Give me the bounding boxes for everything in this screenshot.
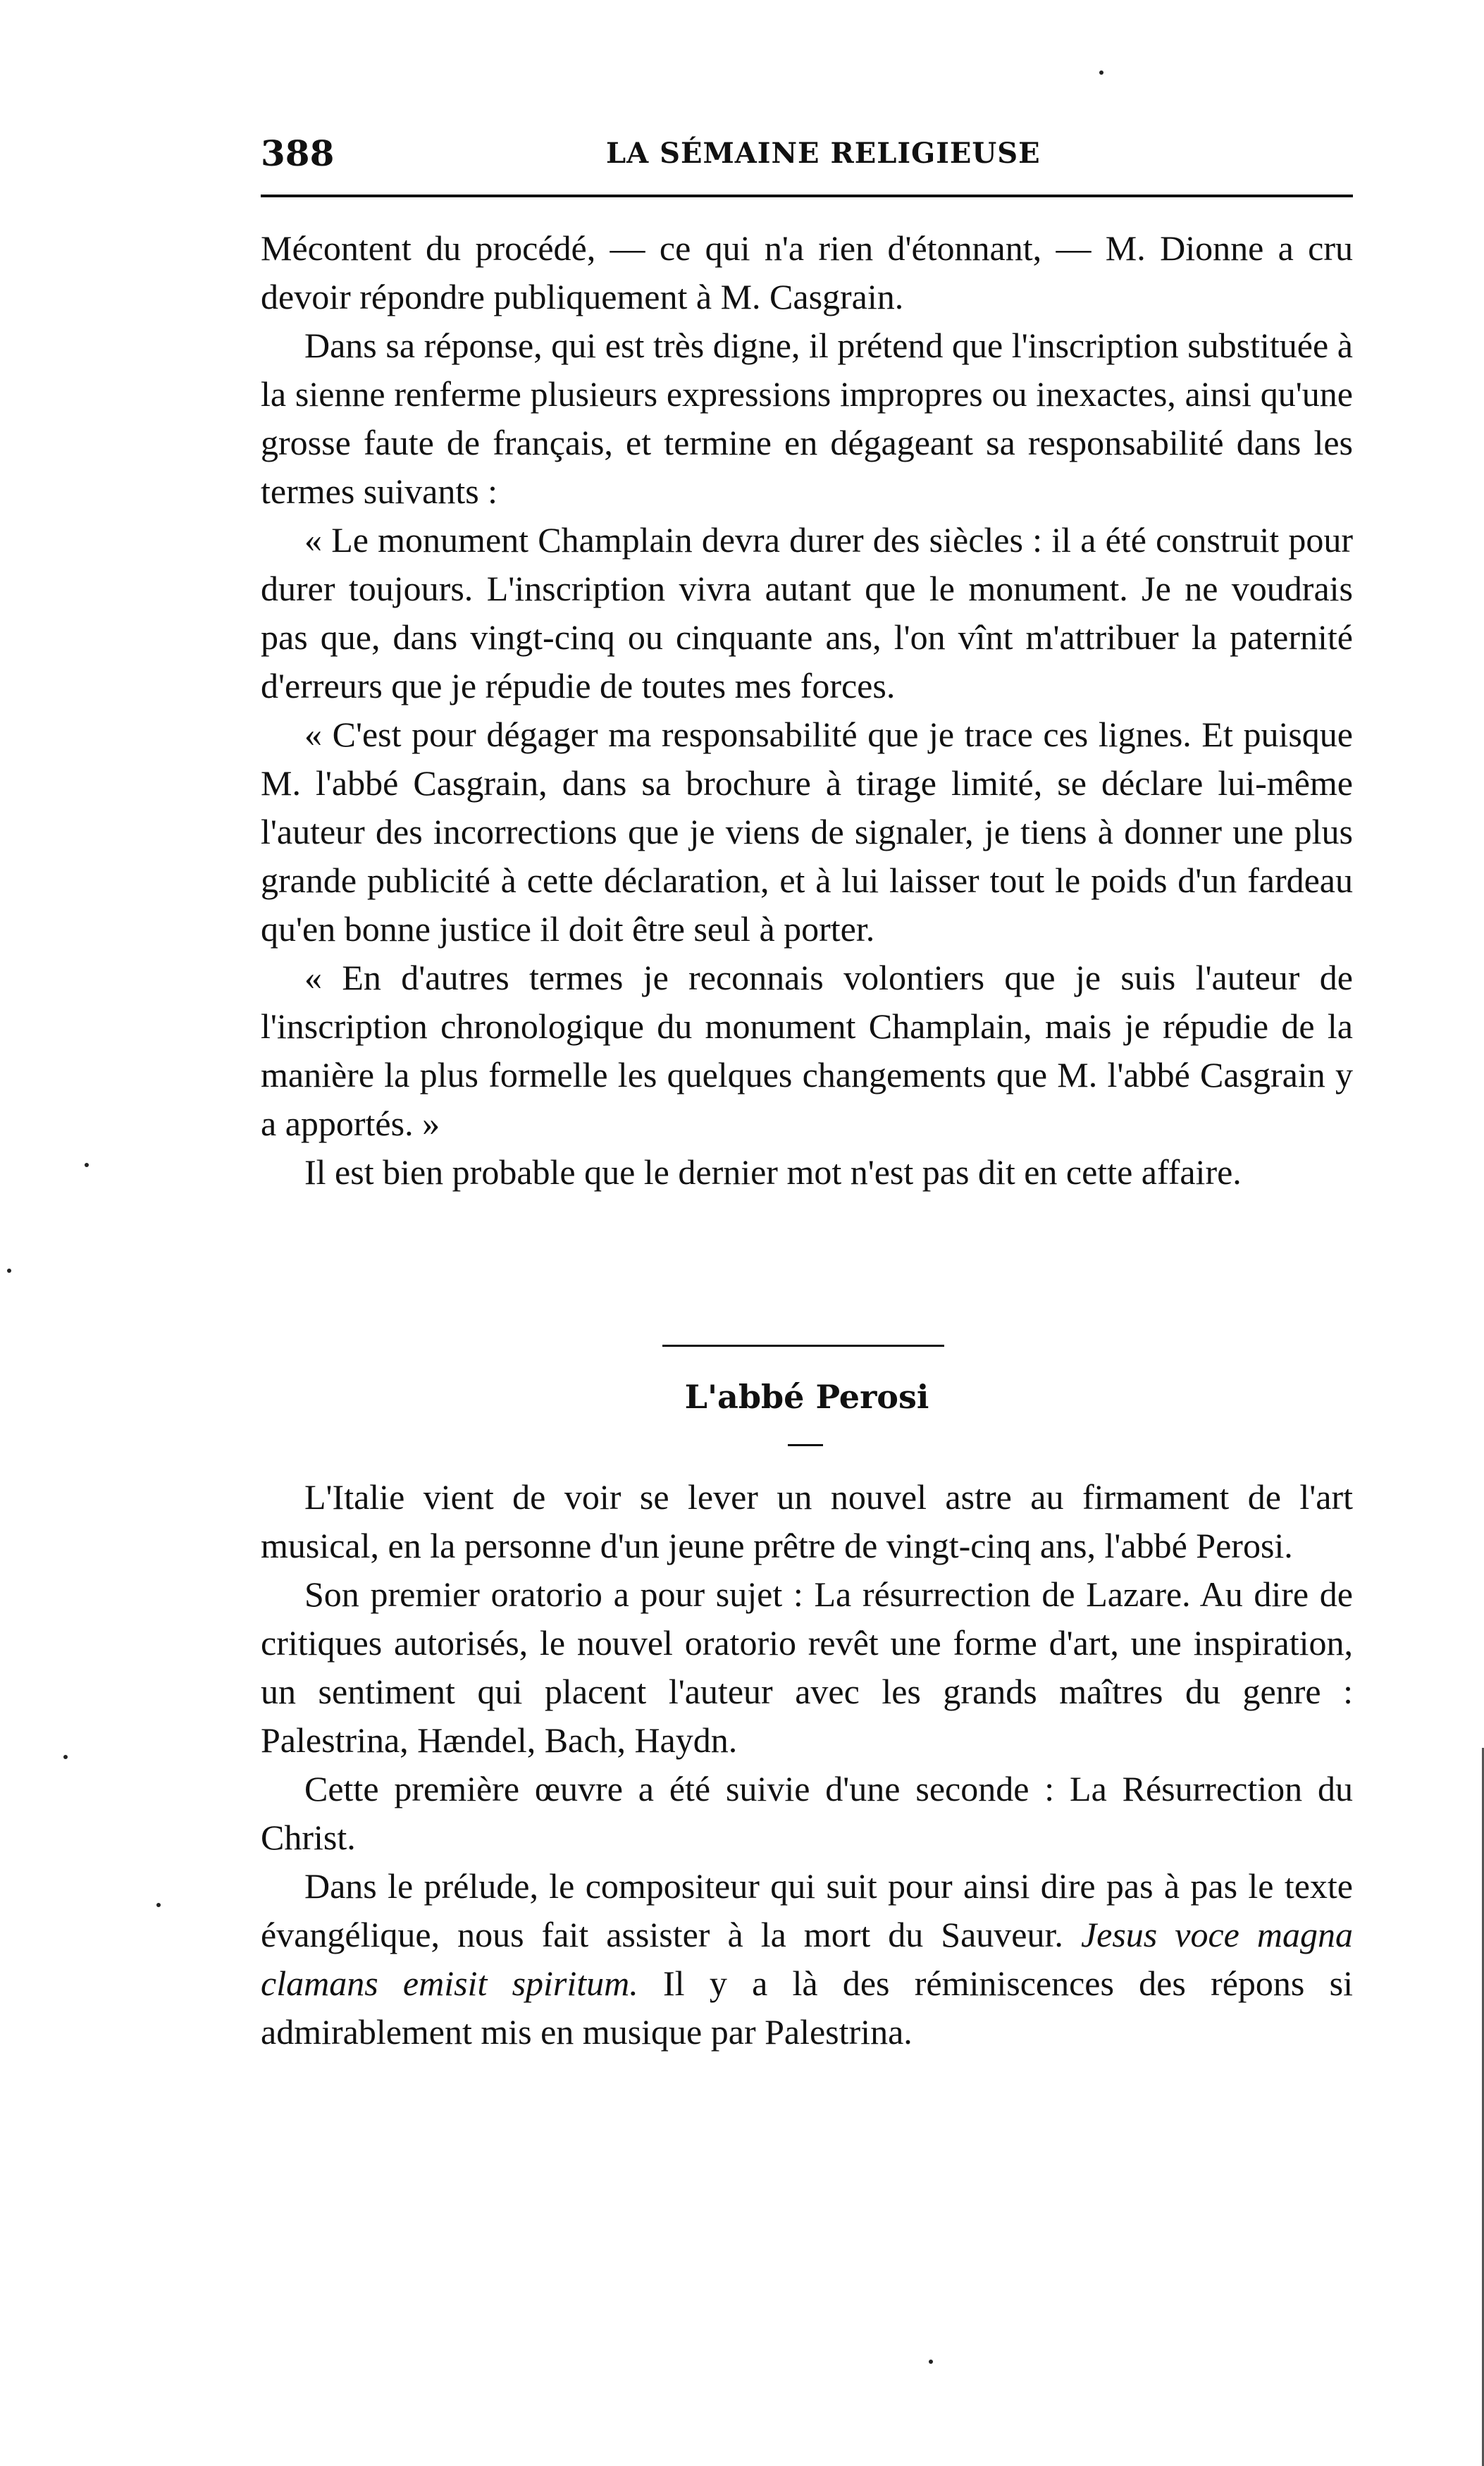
paragraph: L'Italie vient de voir se lever un nouvel astre au firmament de l'art musical, en la personne d'un jeune prêtre de vingt-cinq ans, l'abbé Perosi.: [261, 1477, 1353, 1565]
text-run: Il y a là des réminiscences des répons si admirablement mis en musique par Palestrina.: [261, 1963, 1353, 2052]
print-speck: [1099, 70, 1103, 75]
paragraph: Il est bien probable que le dernier mot n'est pas dit en cette affaire.: [304, 1152, 1242, 1192]
paragraph: Dans sa réponse, qui est très digne, il prétend que l'inscription substituée à la sienne renferme plusieurs expressions impropres ou inexactes, ainsi qu'une grosse faute de français, et termine en dégageant sa responsabilité dans les termes suivants :: [261, 326, 1353, 511]
page-header: [261, 132, 1353, 182]
paragraph-with-latin: [261, 1862, 1353, 2057]
print-speck: [63, 1755, 68, 1759]
paragraph: Mécontent du procédé, — ce qui n'a rien d'étonnant, — M. Dionne a cru devoir répondre publiquement à M. Casgrain.: [261, 228, 1353, 316]
article-bottom: [261, 1473, 1353, 2057]
paragraph: Cette première œuvre a été suivie d'une seconde : La Résurrection du Christ.: [261, 1769, 1353, 1857]
print-speck: [85, 1163, 89, 1167]
quote-paragraph: « En d'autres termes je reconnais volontiers que je suis l'auteur de l'inscription chronologique du monument Champlain, mais je répudie de la manière la plus formelle les quelques changements que M. l'abbé Casgrain y a apportés. »: [261, 958, 1353, 1143]
text-run: Dans le prélude, le compositeur qui suit pour ainsi dire pas à pas le texte évangélique, nous fait assister à la mort du Sauveur.: [261, 1866, 1353, 1954]
latin-quote: Jesus voce magna clamans emisit spiritum.: [261, 1915, 1354, 2003]
page-number: 388: [261, 132, 335, 174]
print-speck: [7, 1269, 11, 1273]
section-divider: [662, 1345, 944, 1347]
quote-paragraph: « C'est pour dégager ma responsabilité que je trace ces lignes. Et puisque M. l'abbé Casgrain, dans sa brochure à tirage limité, se déclare lui-même l'auteur des incorrections que je viens de signaler, je tiens à donner une plus grande publicité à cette déclaration, et à lui laisser tout le poids d'un fardeau qu'en bonne justice il doit être seul à porter.: [261, 715, 1353, 949]
running-head: LA SÉMAINE RELIGIEUSE: [606, 137, 1041, 170]
quote-paragraph: « Le monument Champlain devra durer des siècles : il a été construit pour durer toujours. L'inscription vivra autant que le monument. Je ne voudrais pas que, dans vingt-cinq ou cinquante ans, l'on vînt m'attribuer la paternité d'erreurs que je répudie de toutes mes forces.: [261, 520, 1353, 705]
section-title: L'abbé Perosi: [684, 1378, 929, 1416]
print-speck: [156, 1903, 161, 1907]
article-top: [261, 224, 1353, 1197]
paragraph: Son premier oratorio a pour sujet : La résurrection de Lazare. Au dire de critiques autorisés, le nouvel oratorio revêt une forme d'art, une inspiration, un sentiment qui placent l'auteur avec les grands maîtres du genre : Palestrina, Hændel, Bach, Haydn.: [261, 1574, 1353, 1760]
print-speck: [929, 2360, 933, 2364]
header-rule: [261, 195, 1353, 197]
title-dash: [788, 1444, 823, 1446]
